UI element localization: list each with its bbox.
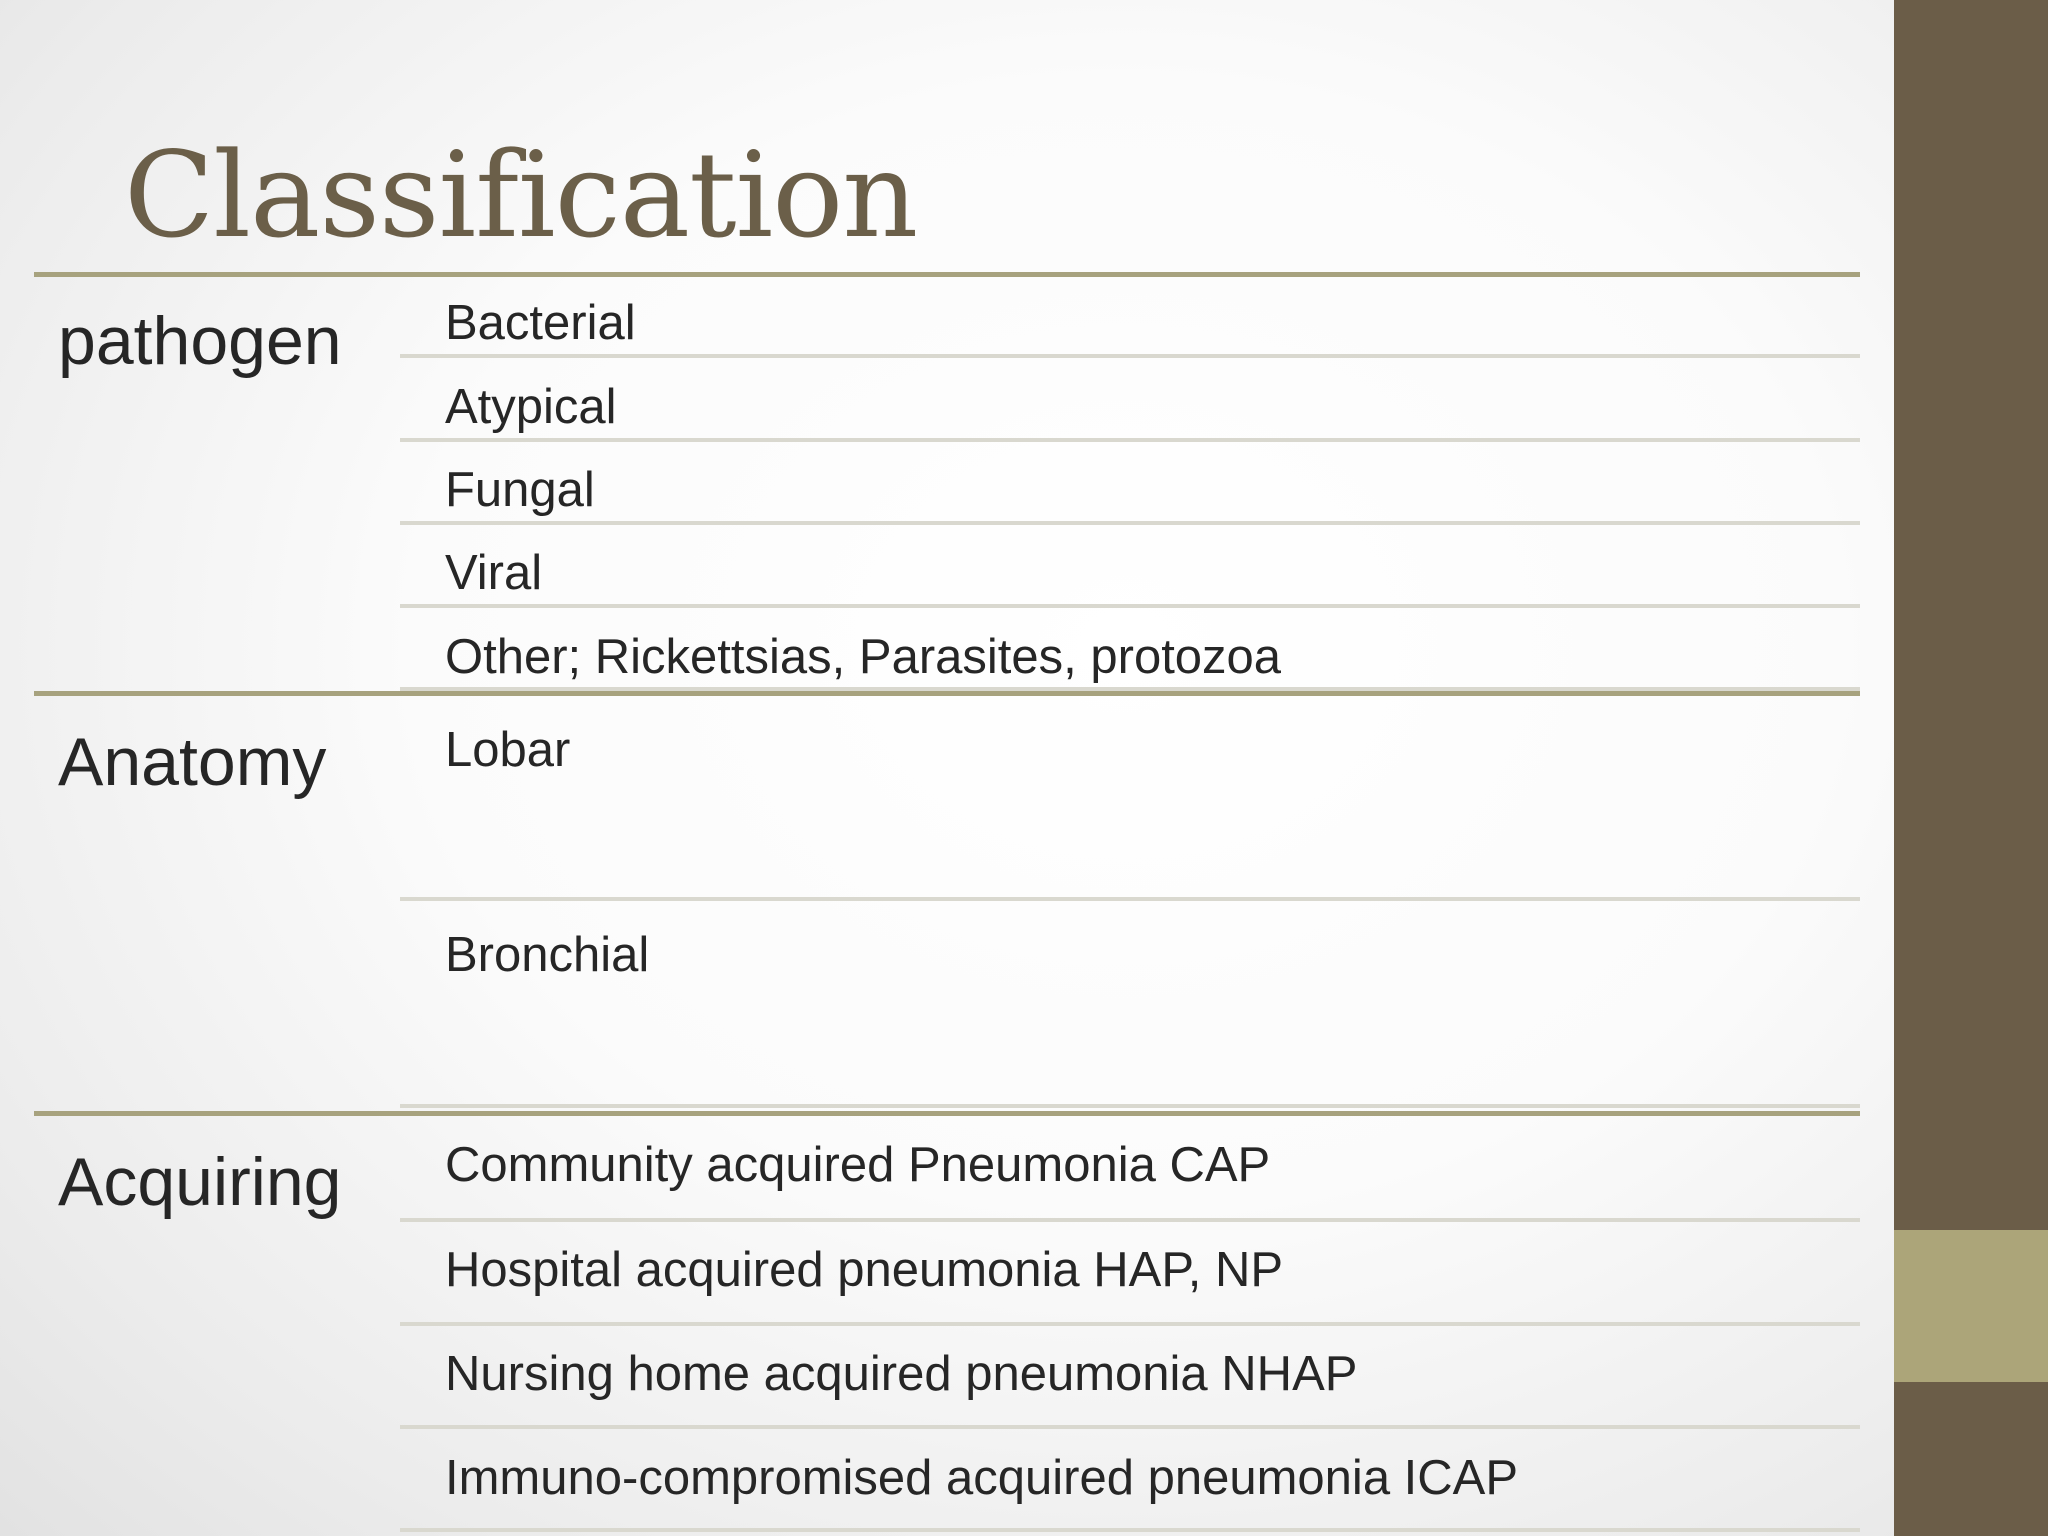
row-divider <box>400 1528 1860 1532</box>
row-divider <box>400 897 1860 901</box>
group-divider-top <box>34 272 1860 277</box>
row-divider <box>400 687 1860 691</box>
group-divider-anatomy-acquiring <box>34 1111 1860 1116</box>
row-divider <box>400 1104 1860 1108</box>
row-divider <box>400 604 1860 608</box>
item-bacterial: Bacterial <box>445 296 636 350</box>
item-icap: Immuno-compromised acquired pneumonia ICAP <box>445 1451 1519 1505</box>
row-divider <box>400 1425 1860 1429</box>
row-divider <box>400 354 1860 358</box>
row-divider <box>400 1322 1860 1326</box>
row-divider <box>400 1218 1860 1222</box>
item-fungal: Fungal <box>445 463 595 517</box>
item-viral: Viral <box>445 546 543 600</box>
item-cap: Community acquired Pneumonia CAP <box>445 1138 1271 1192</box>
category-anatomy: Anatomy <box>58 724 327 800</box>
item-nhap: Nursing home acquired pneumonia NHAP <box>445 1347 1358 1401</box>
item-bronchial: Bronchial <box>445 928 650 982</box>
item-hap: Hospital acquired pneumonia HAP, NP <box>445 1243 1284 1297</box>
item-atypical: Atypical <box>445 380 617 434</box>
category-acquiring: Acquiring <box>58 1144 342 1220</box>
row-divider <box>400 438 1860 442</box>
decorative-sidebar-accent <box>1894 1230 2048 1382</box>
slide-title: Classification <box>124 126 918 264</box>
row-divider <box>400 521 1860 525</box>
item-lobar: Lobar <box>445 723 571 777</box>
item-other: Other; Rickettsias, Parasites, protozoa <box>445 630 1282 684</box>
group-divider-pathogen-anatomy <box>34 691 1860 696</box>
category-pathogen: pathogen <box>58 303 342 379</box>
